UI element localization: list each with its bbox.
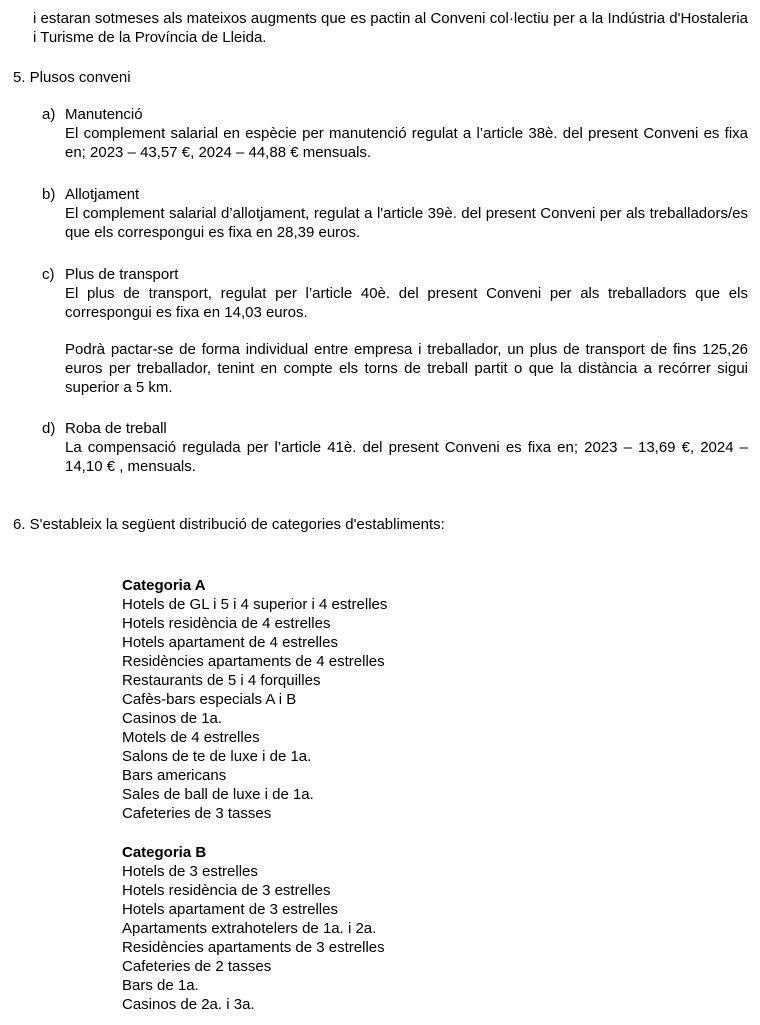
item-title-row xyxy=(42,419,748,438)
item-paragraph: El complement salarial en espècie per manutenció regulat a l’article 38è. del present Conveni es fixa en; 2023 – 43,57 €, 2024 – 44,88 € mensuals. xyxy=(65,125,748,161)
category-item: Hotels residència de 4 estrelles xyxy=(122,615,331,632)
item-title-row xyxy=(42,265,748,284)
intro-paragraph: i estaran sotmeses als mateixos augments que es pactin al Conveni col·lectiu per a la Indústria d'Hostaleria i Turisme de la Província de Lleida. xyxy=(33,10,748,46)
category-item: Hotels de GL i 5 i 4 superior i 4 estrelles xyxy=(122,596,388,613)
item-letter: d) xyxy=(42,420,56,437)
category-item: Cafeteries de 3 tasses xyxy=(122,805,272,822)
category-item: Hotels apartament de 3 estrelles xyxy=(122,901,338,918)
category-item: Salons de te de luxe i de 1a. xyxy=(122,748,312,765)
category-item: Residències apartaments de 4 estrelles xyxy=(122,653,385,670)
item-paragraph: Podrà pactar-se de forma individual entre empresa i treballador, un plus de transport de fins 125,26 euros per treballador, tenint en compte els torns de treball partit o que la distància a recórrer sigui superior a 5 km. xyxy=(65,341,748,396)
category-item: Hotels apartament de 4 estrelles xyxy=(122,634,338,651)
category-title: Categoria B xyxy=(122,844,207,861)
category-item: Hotels residència de 3 estrelles xyxy=(122,882,331,899)
section-5 xyxy=(0,68,760,476)
section-6-heading: 6. S'estableix la següent distribució de categories d'establiments: xyxy=(13,516,445,533)
item-title-row xyxy=(42,185,748,204)
category-b xyxy=(122,843,760,1014)
section-6 xyxy=(0,515,760,1014)
plus-item-roba xyxy=(42,419,748,476)
item-paragraph: La compensació regulada per l’article 41è. del present Conveni es fixa en; 2023 – 13,69 €, 2024 – 14,10 € , mensuals. xyxy=(65,439,748,475)
plus-item-allotjament xyxy=(42,185,748,242)
category-item: Casinos de 2a. i 3a. xyxy=(122,996,255,1013)
category-item: Motels de 4 estrelles xyxy=(122,729,260,746)
category-item: Bars de 1a. xyxy=(122,977,199,994)
category-item: Residències apartaments de 3 estrelles xyxy=(122,939,385,956)
item-letter: c) xyxy=(42,266,55,283)
category-item: Apartaments extrahotelers de 1a. i 2a. xyxy=(122,920,377,937)
category-item: Bars americans xyxy=(122,767,227,784)
item-title: Allotjament xyxy=(65,186,140,203)
item-title: Plus de transport xyxy=(65,266,179,283)
category-a xyxy=(122,576,760,823)
categories-block xyxy=(122,576,760,1014)
item-letter: a) xyxy=(42,106,56,123)
category-item: Cafeteries de 2 tasses xyxy=(122,958,272,975)
plus-item-manutencio xyxy=(42,105,748,162)
category-item: Hotels de 3 estrelles xyxy=(122,863,258,880)
item-title: Manutenció xyxy=(65,106,143,123)
section-5-heading: 5. Plusos conveni xyxy=(13,69,131,86)
category-title: Categoria A xyxy=(122,577,206,594)
item-title: Roba de treball xyxy=(65,420,167,437)
item-paragraph: El plus de transport, regulat per l’article 40è. del present Conveni per als treballadors que els correspongui es fixa en 14,03 euros. xyxy=(65,285,748,321)
category-item: Sales de ball de luxe i de 1a. xyxy=(122,786,314,803)
item-letter: b) xyxy=(42,186,56,203)
category-item: Cafès-bars especials A i B xyxy=(122,691,297,708)
item-paragraph: El complement salarial d’allotjament, regulat a l'article 39è. del present Conveni per als treballadors/es que els correspongui es fixa en 28,39 euros. xyxy=(65,205,748,241)
category-item: Restaurants de 5 i 4 forquilles xyxy=(122,672,321,689)
item-title-row xyxy=(42,105,748,124)
plus-item-transport xyxy=(42,265,748,397)
category-item: Casinos de 1a. xyxy=(122,710,223,727)
